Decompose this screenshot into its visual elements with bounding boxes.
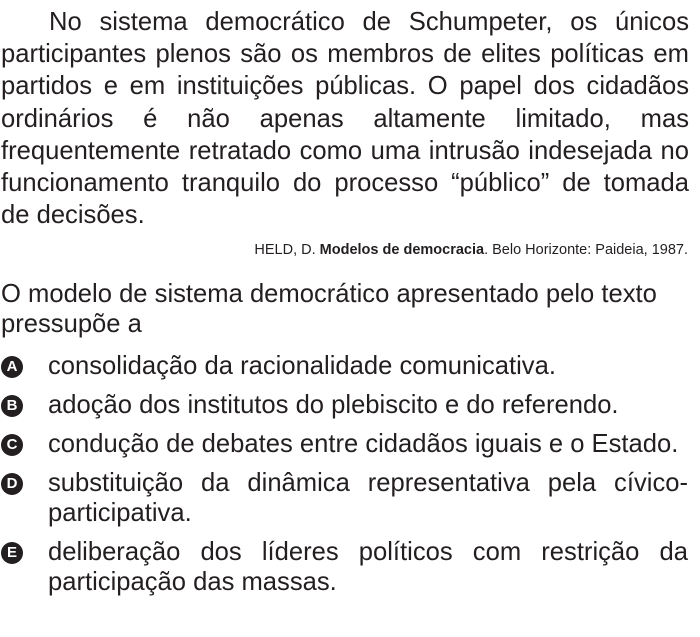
passage-text: No sistema democrático de Schumpeter, os únicos participantes plenos são os membros de elites políticas em partidos e em instituições públicas. O papel dos cidadãos ordinários é não apenas altamente limitado, mas frequentemente retratado como uma intrusão indesejada no funcionamento tranquilo do processo “público” de tomada de decisões.: [1, 8, 689, 230]
option-e[interactable]: [0, 537, 688, 597]
option-d[interactable]: [0, 468, 688, 528]
option-c[interactable]: [0, 429, 688, 459]
question-prompt: O modelo de sistema democrático apresentado pelo texto pressupõe a: [1, 280, 657, 338]
option-b-text: adoção dos institutos do plebiscito e do referendo.: [48, 391, 619, 419]
option-b-letter-icon: B: [1, 395, 23, 417]
citation-publisher: . Belo Horizonte: Paideia, 1987.: [484, 242, 688, 258]
option-b[interactable]: [0, 390, 688, 420]
citation-title: Modelos de democracia: [319, 242, 485, 258]
option-d-letter-icon: D: [1, 473, 23, 495]
option-e-letter-icon: E: [1, 542, 23, 564]
option-a[interactable]: [0, 351, 688, 381]
citation-author: HELD, D.: [254, 242, 320, 258]
option-c-letter-icon: C: [1, 434, 23, 456]
option-e-text: deliberação dos líderes políticos com restrição da participação das massas.: [48, 538, 688, 596]
option-c-text: condução de debates entre cidadãos iguais e o Estado.: [48, 430, 679, 458]
citation: [0, 241, 688, 259]
answer-options: [0, 351, 700, 597]
option-d-text: substituição da dinâmica representativa pela cívico-participativa.: [48, 469, 688, 527]
option-a-letter-icon: A: [1, 356, 23, 378]
option-a-text: consolidação da racionalidade comunicativa.: [48, 352, 556, 380]
